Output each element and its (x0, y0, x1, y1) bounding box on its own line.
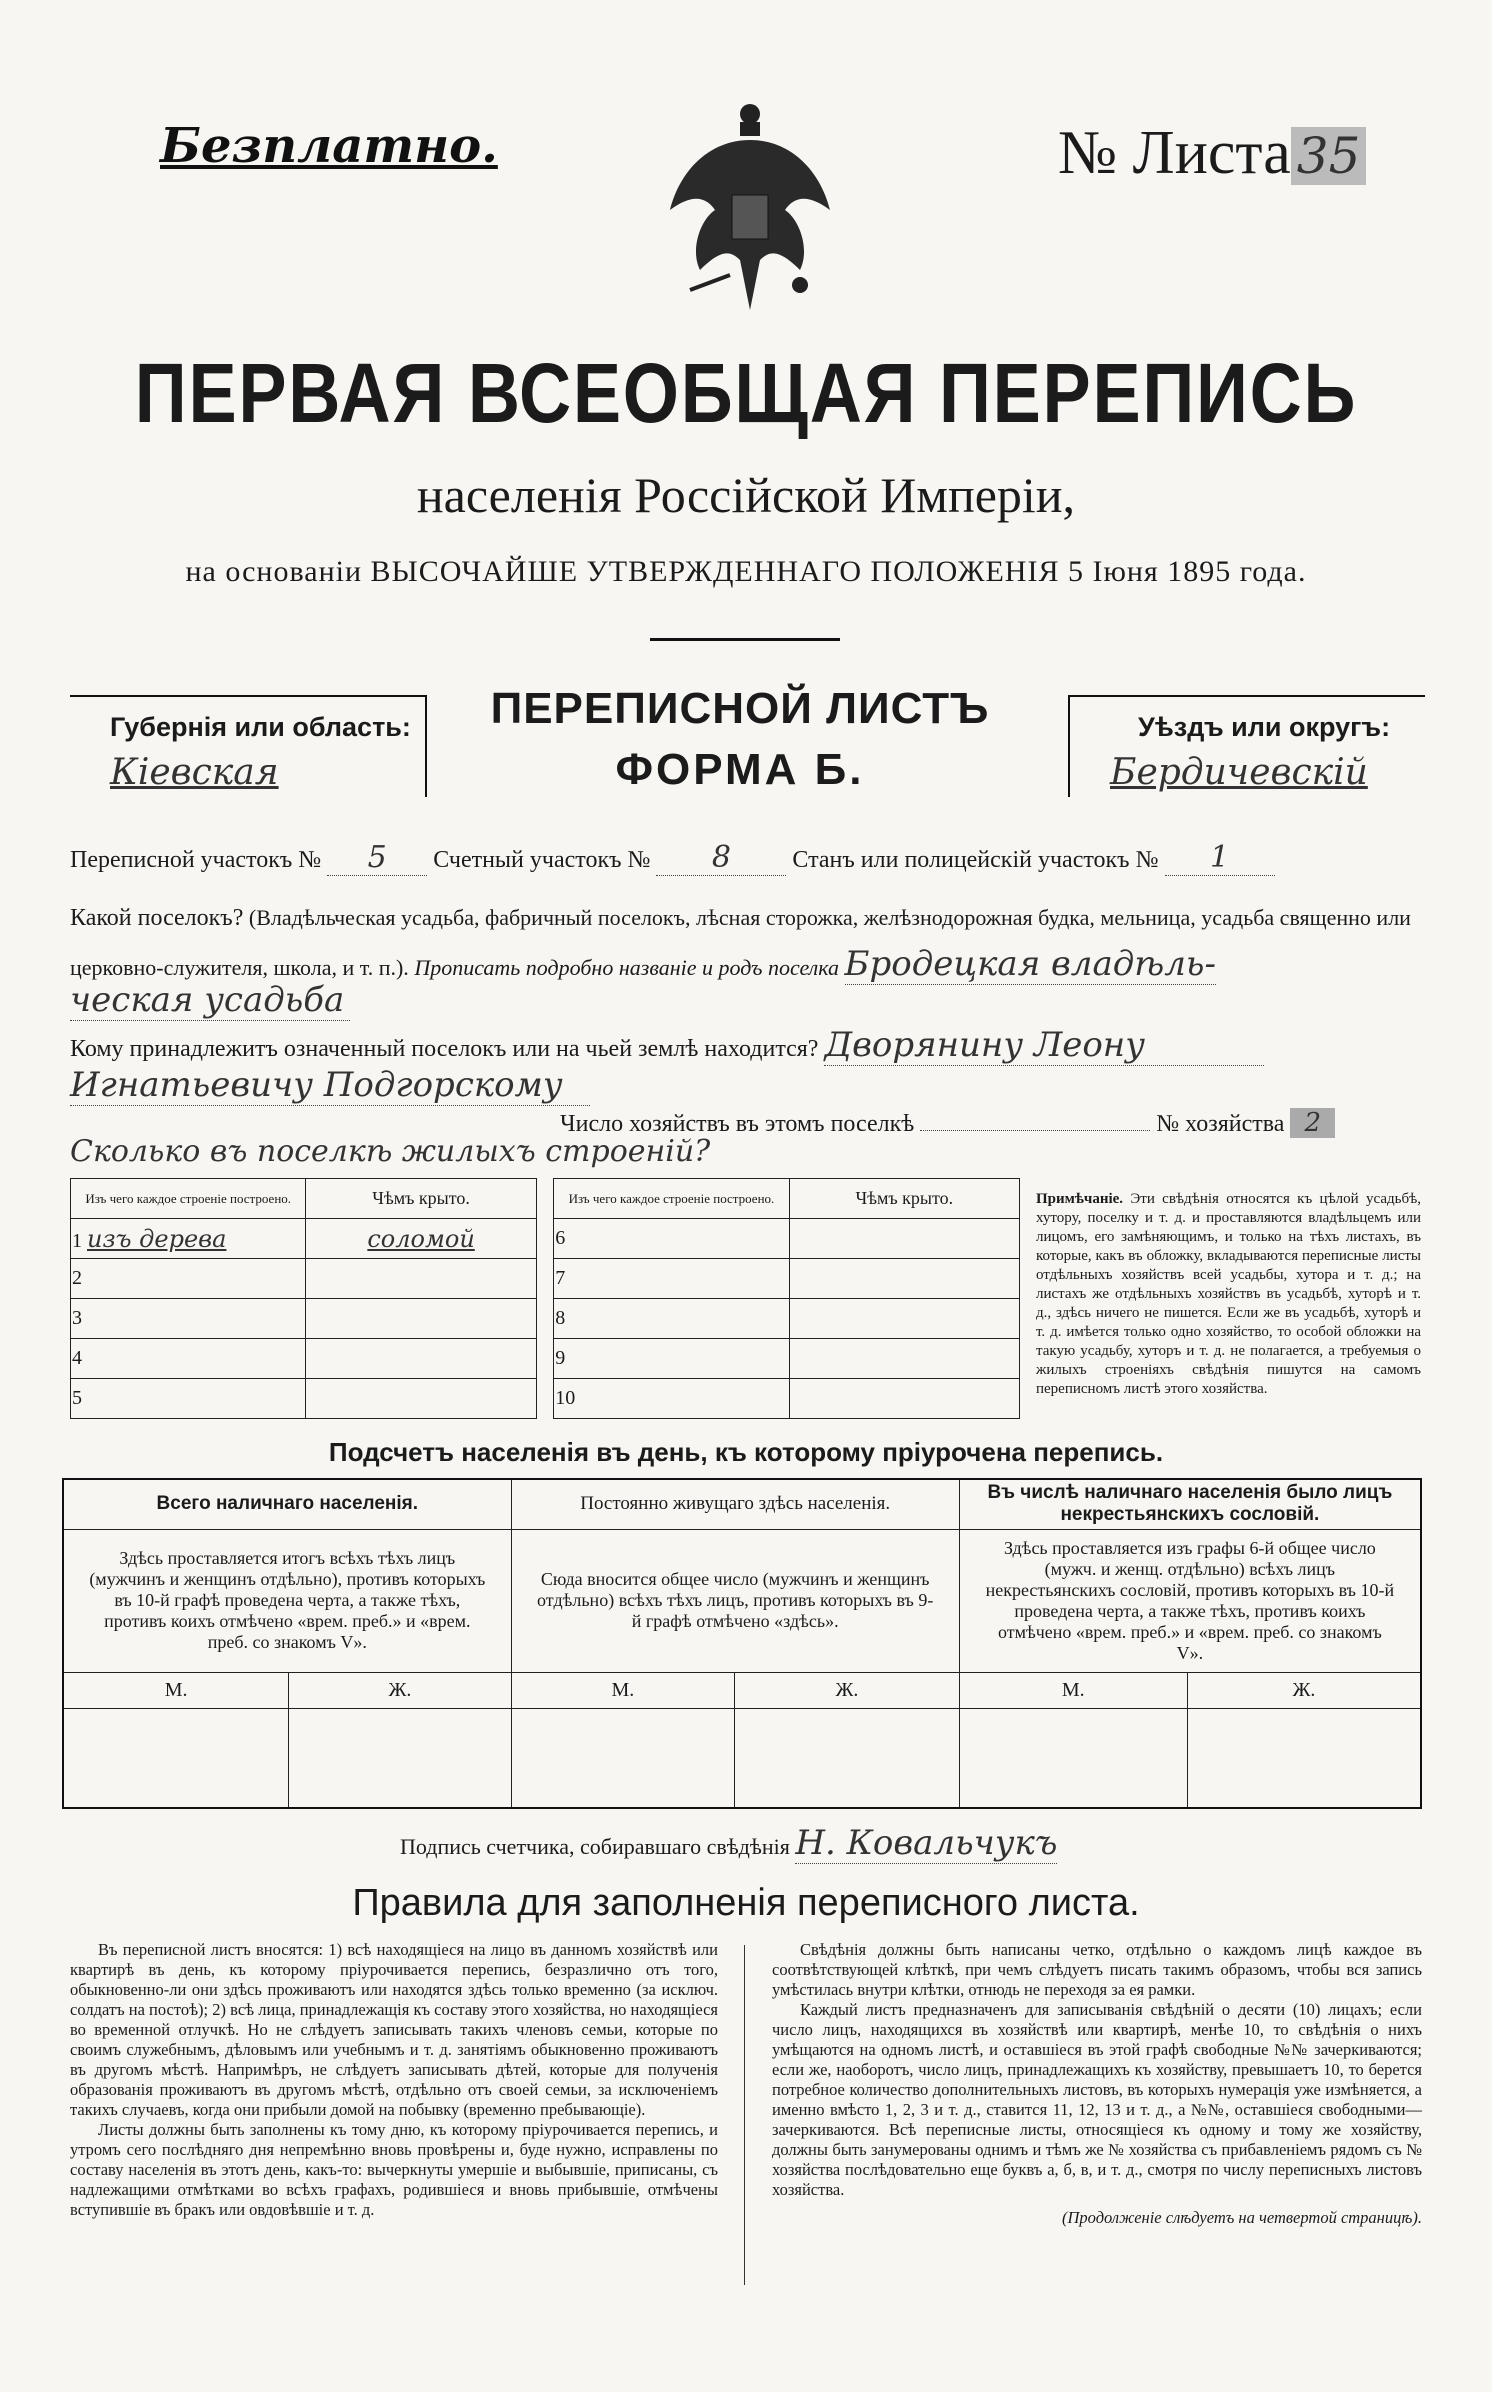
rules-column-divider (744, 1945, 745, 2285)
poselok-value-2: ческая усадьба (70, 980, 350, 1021)
schetny-label: Счетный участокъ № (433, 847, 651, 873)
population-table: Всего наличнаго населенія. Постоянно живущаго здѣсь населенія. Въ числѣ наличнаго населенія было лицъ некрестьянскихъ сословій. Здѣсь проставляется итогъ всѣхъ тѣхъ лицъ (мужчинъ и женщинъ отдѣльно), противъ которыхъ въ 10-й графѣ проведена черта, а также тѣхъ, противъ коихъ отмѣчено «врем. преб.» и «врем. преб. со знакомъ V». Сюда вносится общее число (мужчинъ и женщинъ отдѣльно) всѣхъ тѣхъ лицъ, противъ которыхъ въ 9-й графѣ отмѣчено «здѣсь». Здѣсь проставляется изъ графы 6-й общее число (мужч. и женщ. отдѣльно) всѣхъ лицъ некрестьянскихъ сословій, противъ которыхъ въ 10-й проведена черта, а также тѣхъ, противъ коихъ отмѣчено «врем. преб.» и «врем. преб. со знакомъ V». М. Ж. М. Ж. М. Ж. (62, 1478, 1422, 1809)
legal-basis: на основаніи ВЫСОЧАЙШЕ УТВЕРЖДЕННАГО ПОЛОЖЕНІЯ 5 Іюня 1895 года. (185, 555, 1307, 588)
owner-value-1: Дворянину Леону (824, 1025, 1264, 1066)
gubernia-value: Кіевская (110, 752, 279, 793)
poselok-instruction: Прописать подробно названіе и родъ поселка (414, 955, 840, 980)
rules-continued: (Продолженіе слѣдуетъ на четвертой страницѣ). (1062, 2208, 1422, 2227)
poselok-value-1: Бродецкая владѣль- (844, 944, 1216, 984)
note-block (1036, 1190, 1421, 1399)
col-material-left: Изъ чего каждое строеніе построено. (71, 1179, 306, 1219)
table-row: 3 8 (71, 1299, 1020, 1339)
col2-text: Сюда вносится общее число (мужчинъ и женщинъ отдѣльно) всѣхъ тѣхъ лицъ, противъ которыхъ въ 9-й графѣ отмѣчено «здѣсь». (511, 1529, 959, 1672)
buildings-label: Сколько въ поселкѣ жилыхъ строеній? (70, 1134, 711, 1169)
poselok-label: Какой поселокъ? (70, 905, 244, 931)
stan-value: 1 (1165, 840, 1275, 876)
rules-right-p1: Свѣдѣнія должны быть написаны четко, отдѣльно о каждомъ лицѣ каждое въ соотвѣтствующей клѣткѣ, при чемъ слѣдуетъ писать такимъ образомъ, чтобы вся запись умѣстилась внутри клѣтки, отнюдь не переходя за ея рамки. (772, 1940, 1422, 1999)
note-title: Примѣчаніе. (1036, 1191, 1124, 1207)
signature-value: Н. Ковальчукъ (795, 1823, 1058, 1863)
rules-right (772, 1940, 1422, 2228)
rules-title: Правила для заполненія переписного листа. (352, 1882, 1140, 1924)
form-label: ФОРМА Б. (615, 745, 865, 794)
page-subtitle: населенія Россійской Имперіи, (416, 467, 1076, 523)
household-number-label: № хозяйства (1156, 1111, 1285, 1137)
owner-label: Кому принадлежитъ означенный поселокъ или на чьей землѣ находится? (70, 1036, 819, 1062)
households-label: Число хозяйствъ въ этомъ поселкѣ (560, 1111, 915, 1137)
col2-title: Постоянно живущаго здѣсь населенія. (511, 1479, 959, 1529)
stan-label: Станъ или полицейскій участокъ № (792, 847, 1159, 873)
col-roof-right: Чѣмъ крыто. (789, 1179, 1019, 1219)
uezd-value: Бердичевскій (1110, 752, 1368, 793)
rules-left (70, 1940, 718, 2220)
table-row: 2 7 (71, 1259, 1020, 1299)
population-heading: Подсчетъ населенія въ день, къ которому пріурочена перепись. (328, 1437, 1164, 1467)
table-row: 5 10 (71, 1379, 1020, 1419)
col3-text: Здѣсь проставляется изъ графы 6-й общее число (мужч. и женщ. отдѣльно) всѣхъ лицъ некрестьянскихъ сословій, противъ которыхъ въ 10-й проведена черта, а также тѣхъ, противъ коихъ отмѣчено «врем. преб.» и «врем. преб. со знакомъ V». (959, 1529, 1421, 1672)
owner-row (70, 1025, 1430, 1066)
gubernia-label: Губернія или область: (110, 712, 411, 742)
signature-row (400, 1823, 1057, 1863)
rules-left-p1: Въ переписной листъ вносятся: 1) всѣ находящіеся на лицо въ данномъ хозяйствѣ или квартирѣ въ день, къ которому пріурочивается перепись, безразлично отъ того, обыкновенно-ли они здѣсь проживаютъ или находятся здѣсь только временно (за исключ. солдатъ на постоѣ); 2) всѣ лица, принадлежащія къ составу этого хозяйства, но находящіеся во временной отлучкѣ. Но не слѣдуетъ записывать такихъ членовъ семьи, которые по своимъ служебнымъ, дѣловымъ или учебнымъ и т. д. занятіямъ обыкновенно проживаютъ въ другомъ мѣстѣ. Напримѣръ, не слѣдуетъ записывать дѣтей, которые для полученія образованія проживаютъ въ другомъ мѣстѣ, отдѣльно отъ своей семьи, за исключеніемъ такихъ случаевъ, когда они прибыли домой на побывку (временно пребывающіе). (70, 1940, 718, 2119)
free-label: Безплатно. (160, 118, 498, 174)
poselok-hint: (Владѣльческая усадьба, фабричный поселокъ, лѣсная сторожка, желѣзнодорожная будка, мельница, усадьба священно или церковно-служителя, школа, и т. п.). (70, 905, 1411, 980)
col3-title: Въ числѣ наличнаго населенія было лицъ некрестьянскихъ сословій. (959, 1479, 1421, 1529)
sheet-number-label: № Листа (1058, 119, 1291, 187)
uchastok-label: Переписной участокъ № (70, 847, 322, 873)
signature-label: Подпись счетчика, собиравшаго свѣдѣнія (400, 1834, 790, 1859)
owner-value-2: Игнатьевичу Подгорскому (70, 1065, 590, 1106)
col-material-right: Изъ чего каждое строеніе построено. (554, 1179, 789, 1219)
rules-right-p2: Каждый листъ предназначенъ для записыванія свѣдѣній о десяти (10) лицахъ; если число лицъ, находящихся въ хозяйствѣ или квартирѣ, менѣе 10, то свѣдѣнія о нихъ умѣщаются на одномъ листѣ, и оставшіеся въ этой графѣ свободные №№ зачеркиваются; если же, наоборотъ, число лицъ, принадлежащихъ къ хозяйству, превышаетъ 10, то берется потребное количество дополнительныхъ листовъ, въ которыхъ нумерація уже измѣняется, а именно вмѣсто 1, 2, 3 и т. д., ставится 11, 12, 13 и т. д., а №№, оставшіеся свободными—зачеркиваются. Всѣ переписные листы, относящіеся къ одному и тому же хозяйству, должны быть занумерованы однимъ и тѣмъ же № хозяйства съ прибавленіемъ рядомъ съ № хозяйства послѣдовательно еще буквъ а, б, в, и т. д., смотря по числу переписныхъ листовъ хозяйства. (772, 2000, 1422, 2199)
divider (650, 638, 840, 641)
uezd-label: Уѣздъ или округъ: (1138, 712, 1391, 742)
rules-left-p2: Листы должны быть заполнены къ тому дню, къ которому пріурочивается перепись, и утромъ сего послѣдняго дня непремѣнно вновь провѣрены и, буде нужно, исправлены по составу населенія въ этотъ день, какъ-то: вычеркнуты умершіе и выбывшіе, приписаны, съ надлежащими отмѣтками во всѣхъ графахъ, родившіеся и вновь прибывшіе, отмѣчены вступившіе въ бракъ или овдовѣвшіе и т. д. (70, 2120, 718, 2219)
uchastok-row (70, 840, 1275, 876)
sheet-number (1058, 118, 1366, 189)
schetny-value: 8 (656, 840, 786, 876)
poselok-block (70, 895, 1430, 991)
table-row: 4 9 (71, 1339, 1020, 1379)
col1-title: Всего наличнаго населенія. (63, 1479, 511, 1529)
household-number-value: 2 (1290, 1108, 1335, 1138)
page-title: ПЕРВАЯ ВСЕОБЩАЯ ПЕРЕПИСЬ (134, 346, 1358, 440)
col1-text: Здѣсь проставляется итогъ всѣхъ тѣхъ лицъ (мужчинъ и женщинъ отдѣльно), противъ которыхъ въ 10-й графѣ проведена черта, а также тѣхъ, противъ коихъ отмѣчено «врем. преб.» и «врем. преб. со знакомъ V». (63, 1529, 511, 1672)
note-text: Эти свѣдѣнія относятся къ цѣлой усадьбѣ, хутору, поселку и т. д. и проставляются владѣльцемъ или лицомъ, его замѣняющимъ, и только на тѣхъ листахъ, въ которые, какъ въ обложку, вкладываются переписные листы отдѣльныхъ хозяйствъ всей усадьбы, хутора и т. д.; на листахъ же отдѣльныхъ хозяйствъ въ усадьбѣ, хуторѣ и т. д., здѣсь ничего не пишется. Если же въ усадьбѣ, хуторѣ и т. д. имѣется только одно хозяйство, то особой обложки на такую усадьбу, хуторъ и т. д. не полагается, а требуемыя о жилыхъ строеніяхъ свѣдѣнія пишутся на самомъ переписномъ листѣ этого хозяйства. (1036, 1191, 1422, 1397)
double-headed-eagle-emblem (660, 100, 840, 330)
form-title: ПЕРЕПИСНОЙ ЛИСТЪ (490, 684, 990, 733)
uchastok-value: 5 (327, 840, 427, 876)
table-row: 1 изъ дерева соломой 6 (71, 1219, 1020, 1259)
buildings-table (70, 1178, 1020, 1419)
sheet-number-value: 35 (1291, 127, 1367, 185)
col-roof-left: Чѣмъ крыто. (306, 1179, 536, 1219)
